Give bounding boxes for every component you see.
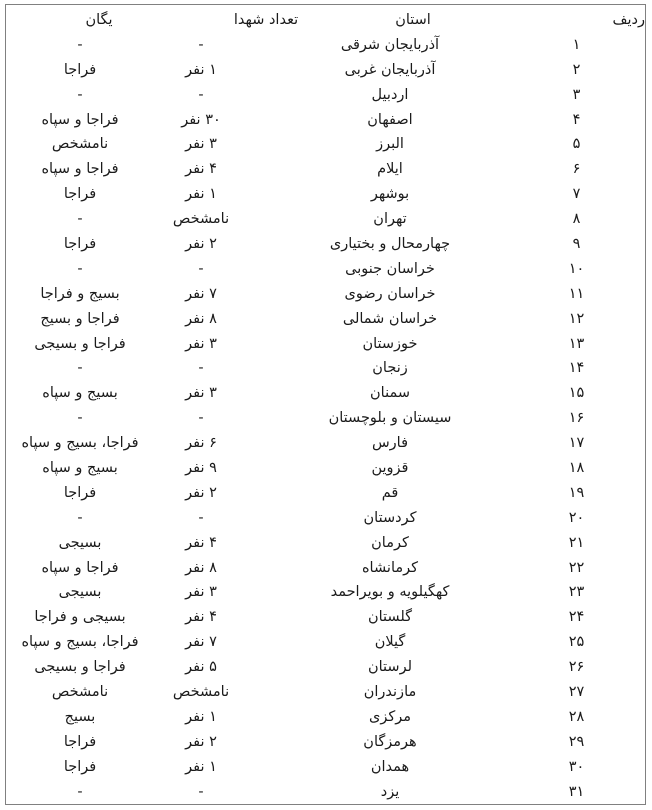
cell-province: قزوین [371, 460, 409, 477]
cell-row-number: ۳ [572, 86, 581, 103]
cell-province: کهگیلویه و بویراحمد [330, 584, 450, 601]
table-row [6, 257, 645, 282]
cell-unit: فراجا و بسیج [40, 310, 120, 327]
table-row [6, 232, 645, 257]
cell-martyr-count: ۶ نفر [185, 435, 217, 452]
cell-martyr-count: ۴ نفر [185, 534, 217, 551]
cell-row-number: ۱۹ [568, 484, 585, 501]
table-row [6, 630, 645, 655]
cell-province: اصفهان [367, 111, 413, 128]
cell-province: تهران [373, 211, 407, 228]
cell-province: خراسان رضوی [344, 285, 436, 302]
cell-martyr-count: نامشخص [172, 211, 230, 228]
cell-row-number: ۲۲ [568, 559, 585, 576]
cell-row-number: ۵ [572, 136, 581, 153]
cell-unit: فراجا، بسیج و سپاه [21, 634, 139, 651]
table-row [6, 481, 645, 506]
cell-row-number: ۲۷ [568, 684, 585, 701]
cell-province: سیستان و بلوچستان [328, 410, 452, 427]
cell-martyr-count: ۷ نفر [185, 634, 217, 651]
cell-row-number: ۱ [572, 36, 581, 53]
cell-province: هرمزگان [363, 733, 417, 750]
table-row [6, 531, 645, 556]
cell-row-number: ۳۰ [568, 758, 585, 775]
table-row [6, 730, 645, 755]
table-row [6, 605, 645, 630]
cell-province: آذربایجان غربی [344, 61, 436, 78]
cell-province: ایلام [377, 161, 403, 178]
cell-row-number: ۱۷ [568, 435, 585, 452]
cell-unit: فراجا [63, 186, 97, 203]
cell-row-number: ۱۲ [568, 310, 585, 327]
cell-unit: بسیجی [58, 534, 102, 551]
table-row [6, 556, 645, 581]
cell-martyr-count: ۵ نفر [185, 659, 217, 676]
cell-row-number: ۳۱ [568, 783, 585, 800]
cell-unit: فراجا [63, 484, 97, 501]
cell-martyr-count: - [198, 509, 204, 526]
cell-unit: فراجا و بسیجی [34, 659, 126, 676]
cell-unit: نامشخص [51, 684, 109, 701]
cell-unit: فراجا [63, 236, 97, 253]
cell-martyr-count: ۱ نفر [185, 758, 217, 775]
table-row [6, 332, 645, 357]
column-header-martyr-count: تعداد شهدا [233, 12, 299, 28]
cell-province: خوزستان [362, 335, 418, 352]
cell-row-number: ۱۱ [568, 285, 585, 302]
cell-row-number: ۷ [572, 186, 581, 203]
cell-province: یزد [380, 783, 400, 800]
cell-martyr-count: ۲ نفر [185, 484, 217, 501]
column-header-unit: یگان [85, 12, 113, 28]
cell-martyr-count: ۱ نفر [185, 708, 217, 725]
cell-unit: - [77, 360, 83, 377]
cell-martyr-count: ۳ نفر [185, 335, 217, 352]
cell-province: زنجان [372, 360, 408, 377]
cell-martyr-count: ۴ نفر [185, 609, 217, 626]
cell-martyr-count: ۲ نفر [185, 733, 217, 750]
cell-row-number: ۲۵ [568, 634, 585, 651]
cell-unit: بسیجی [58, 584, 102, 601]
table-row [6, 456, 645, 481]
cell-martyr-count: ۱ نفر [185, 61, 217, 78]
cell-martyr-count: ۲ نفر [185, 236, 217, 253]
cell-province: مرکزی [368, 708, 412, 725]
table-row [6, 83, 645, 108]
cell-row-number: ۲۴ [568, 609, 585, 626]
cell-martyr-count: - [198, 360, 204, 377]
cell-row-number: ۲۹ [568, 733, 585, 750]
cell-unit: فراجا و سپاه [41, 111, 119, 128]
cell-province: کردستان [363, 509, 417, 526]
cell-row-number: ۹ [572, 236, 581, 253]
cell-row-number: ۱۵ [568, 385, 585, 402]
cell-martyr-count: ۳ نفر [185, 584, 217, 601]
table-row [6, 580, 645, 605]
column-header-province: استان [395, 12, 431, 28]
cell-unit: فراجا [63, 733, 97, 750]
table-row [6, 58, 645, 83]
cell-martyr-count: ۳ نفر [185, 385, 217, 402]
table-row [6, 282, 645, 307]
column-header-row-number: ردیف [612, 12, 645, 28]
cell-row-number: ۲ [572, 61, 581, 78]
cell-unit: نامشخص [51, 136, 109, 153]
cell-province: خراسان شمالی [342, 310, 438, 327]
table-body [6, 33, 645, 805]
cell-unit: - [77, 783, 83, 800]
cell-province: چهارمحال و بختیاری [329, 236, 451, 253]
cell-province: گلستان [367, 609, 413, 626]
table-row [6, 705, 645, 730]
cell-martyr-count: ۸ نفر [185, 559, 217, 576]
table-header-row [6, 8, 645, 33]
cell-unit: بسیج و سپاه [42, 460, 118, 477]
cell-unit: بسیج و سپاه [42, 385, 118, 402]
cell-row-number: ۲۰ [568, 509, 585, 526]
cell-row-number: ۸ [572, 211, 581, 228]
cell-unit: بسیجی و فراجا [34, 609, 126, 626]
cell-row-number: ۲۱ [568, 534, 585, 551]
cell-martyr-count: ۹ نفر [185, 460, 217, 477]
table-row [6, 207, 645, 232]
cell-row-number: ۱۳ [568, 335, 585, 352]
cell-martyr-count: ۴ نفر [185, 161, 217, 178]
cell-martyr-count: ۳۰ نفر [181, 111, 221, 128]
cell-unit: فراجا [63, 758, 97, 775]
table-row [6, 108, 645, 133]
martyrs-by-province-table [5, 4, 646, 805]
cell-unit: فراجا، بسیج و سپاه [21, 435, 139, 452]
cell-row-number: ۱۸ [568, 460, 585, 477]
cell-unit: فراجا و سپاه [41, 559, 119, 576]
cell-province: سمنان [370, 385, 410, 402]
table-row [6, 381, 645, 406]
table-row [6, 33, 645, 58]
cell-martyr-count: ۷ نفر [185, 285, 217, 302]
table-row [6, 307, 645, 332]
cell-unit: فراجا و بسیجی [34, 335, 126, 352]
cell-martyr-count: - [198, 36, 204, 53]
table-row [6, 780, 645, 805]
cell-province: فارس [371, 435, 409, 452]
cell-unit: - [77, 86, 83, 103]
cell-martyr-count: - [198, 783, 204, 800]
cell-province: همدان [370, 758, 410, 775]
table-row [6, 655, 645, 680]
cell-province: بوشهر [370, 186, 410, 203]
cell-martyr-count: - [198, 260, 204, 277]
cell-unit: - [77, 260, 83, 277]
cell-province: البرز [376, 136, 404, 153]
table-row [6, 157, 645, 182]
cell-row-number: ۱۴ [568, 360, 585, 377]
cell-martyr-count: - [198, 410, 204, 427]
cell-martyr-count: نامشخص [172, 684, 230, 701]
cell-row-number: ۶ [572, 161, 581, 178]
cell-martyr-count: ۸ نفر [185, 310, 217, 327]
cell-row-number: ۱۶ [568, 410, 585, 427]
table-row [6, 406, 645, 431]
cell-row-number: ۴ [572, 111, 581, 128]
cell-row-number: ۲۸ [568, 708, 585, 725]
cell-unit: - [77, 509, 83, 526]
table-row [6, 680, 645, 705]
cell-province: آذربایجان شرقی [340, 36, 440, 53]
table-row [6, 431, 645, 456]
table-row [6, 506, 645, 531]
cell-unit: فراجا و سپاه [41, 161, 119, 178]
cell-row-number: ۲۶ [568, 659, 585, 676]
cell-province: لرستان [367, 659, 412, 676]
cell-unit: بسیج [64, 708, 96, 725]
cell-unit: - [77, 410, 83, 427]
cell-province: کرمان [371, 534, 409, 551]
cell-row-number: ۲۳ [568, 584, 585, 601]
cell-unit: فراجا [63, 61, 97, 78]
cell-martyr-count: ۳ نفر [185, 136, 217, 153]
cell-province: کرمانشاه [361, 559, 419, 576]
cell-martyr-count: - [198, 86, 204, 103]
cell-province: قم [381, 484, 399, 501]
cell-province: مازندران [363, 684, 417, 701]
table-row [6, 755, 645, 780]
table-row [6, 356, 645, 381]
table-row [6, 182, 645, 207]
cell-martyr-count: ۱ نفر [185, 186, 217, 203]
cell-unit: - [77, 36, 83, 53]
cell-unit: - [77, 211, 83, 228]
table-row [6, 132, 645, 157]
cell-unit: بسیج و فراجا [40, 285, 120, 302]
cell-row-number: ۱۰ [568, 260, 585, 277]
cell-province: گیلان [374, 634, 406, 651]
cell-province: اردبیل [371, 86, 409, 103]
cell-province: خراسان جنوبی [345, 260, 435, 277]
